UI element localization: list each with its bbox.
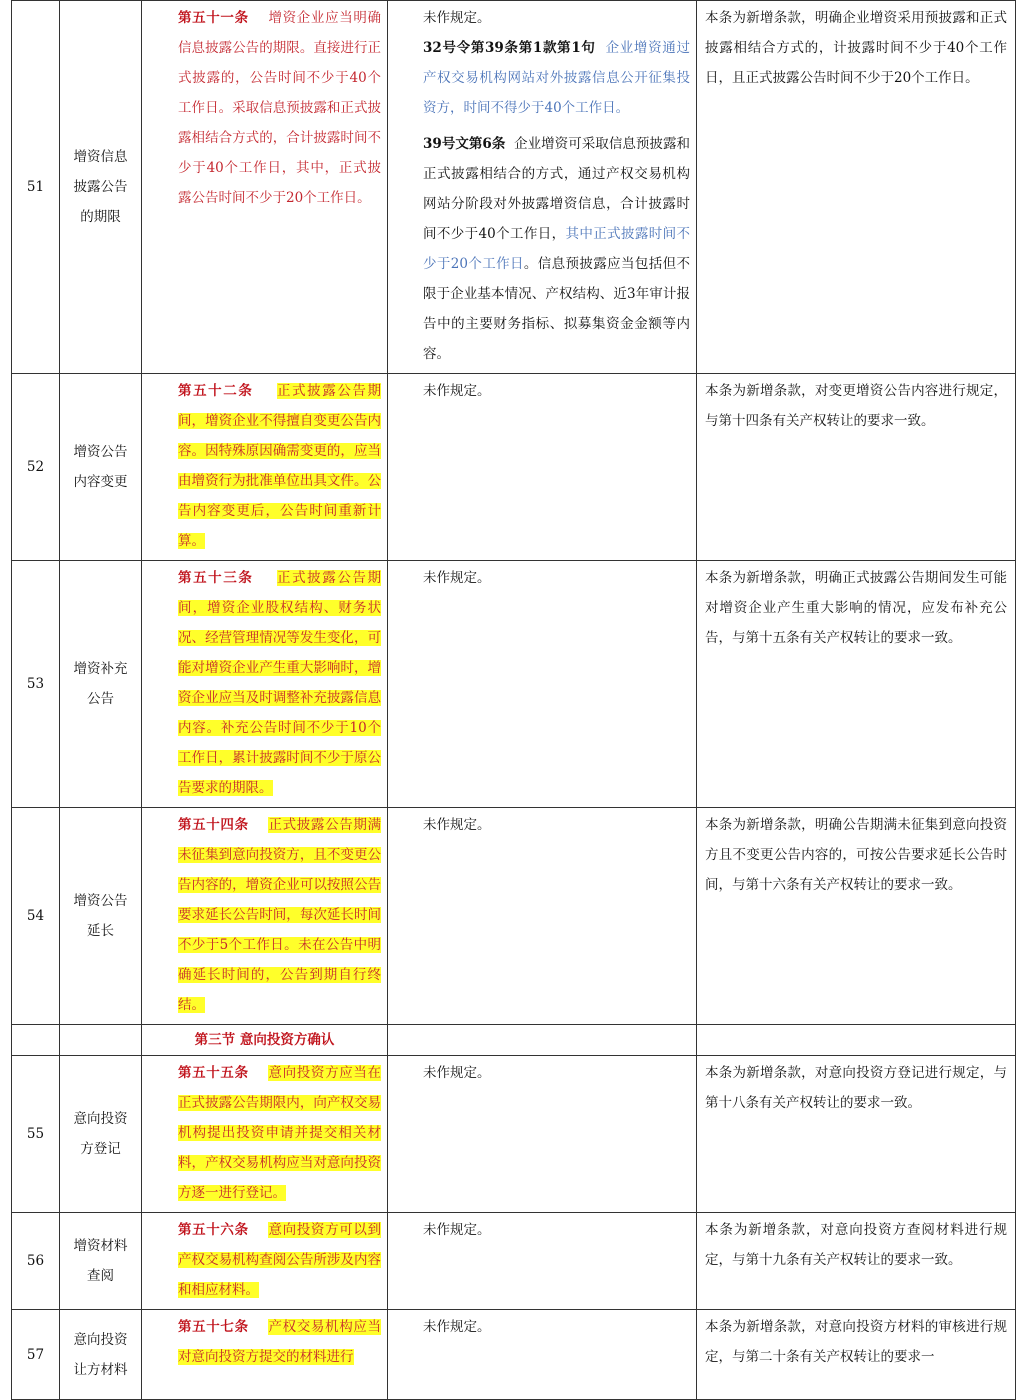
explanation: 本条为新增条款，对意向投资方材料的审核进行规定，与第二十条有关产权转让的要求一	[697, 1310, 1016, 1400]
old-none: 未作规定。	[423, 570, 491, 586]
article-text: 正式披露公告期间，增资企业不得擅自变更公告内容。因特殊原因确需变更的，应当由增资行为批准单位出具文件。公告内容变更后，公告时间重新计算。	[178, 383, 382, 549]
old-provision	[388, 1213, 697, 1310]
article-number: 第五十五条	[178, 1065, 249, 1081]
article-text: 正式披露公告期间，增资企业股权结构、财务状况、经营管理情况等发生变化，可能对增资企业产生重大影响时，增资企业应当及时调整补充披露信息内容。补充公告时间不少于10个工作日，累计披露时间不少于原公告要求的期限。	[178, 570, 382, 796]
old-none: 未作规定。	[423, 817, 491, 833]
section-row	[12, 1025, 1016, 1056]
old-provision	[388, 374, 697, 561]
explanation: 本条为新增条款，明确企业增资采用预披露和正式披露相结合方式的，计披露时间不少于40个工作日，且正式披露公告时间不少于20个工作日。	[697, 1, 1016, 374]
article-number: 第五十三条	[178, 570, 254, 586]
new-provision	[142, 1056, 388, 1213]
row-number: 57	[12, 1310, 60, 1400]
article-text: 正式披露公告期满未征集到意向投资方，且不变更公告内容的，增资企业可以按照公告要求延长公告时间，每次延长时间不少于5个工作日。未在公告中明确延长时间的，公告到期自行终结。	[178, 817, 382, 1013]
row-topic: 意向投资方登记	[60, 1056, 142, 1213]
old-ref-32: 32号令第39条第1款第1句	[423, 40, 596, 56]
table-row	[12, 374, 1016, 561]
old-text-32: 企业增资通过产权交易机构网站对外披露信息公开征集投资方，时间不得少于40个工作日。	[423, 40, 690, 116]
old-text-39b: 其中正式披露时间不少于20个工作日	[423, 226, 690, 272]
row-topic: 意向投资让方材料	[60, 1310, 142, 1400]
old-none: 未作规定。	[423, 383, 491, 399]
table-row	[12, 1056, 1016, 1213]
row-number: 52	[12, 374, 60, 561]
new-provision	[142, 374, 388, 561]
explanation: 本条为新增条款，对意向投资方登记进行规定，与第十八条有关产权转让的要求一致。	[697, 1056, 1016, 1213]
old-ref-39: 39号文第6条	[423, 136, 506, 152]
row-number: 51	[12, 1, 60, 374]
old-provision	[388, 1, 697, 374]
table-row	[12, 561, 1016, 808]
old-provision	[388, 561, 697, 808]
comparison-table	[11, 0, 1016, 1400]
article-text: 增资企业应当明确信息披露公告的期限。直接进行正式披露的，公告时间不少于40个工作日。采取信息预披露和正式披露相结合方式的，合计披露时间不少于40个工作日，其中，正式披露公告时间不少于20个工作日。	[178, 10, 382, 206]
old-none: 未作规定。	[423, 1065, 491, 1081]
old-provision	[388, 1056, 697, 1213]
article-number: 第五十七条	[178, 1319, 249, 1335]
article-number: 第五十二条	[178, 383, 254, 399]
old-provision	[388, 1310, 697, 1400]
old-text-39a: 企业增资可采取信息预披露和正式披露相结合的方式，通过产权交易机构网站分阶段对外披露增资信息，合计披露时间不少于40个工作日，	[423, 136, 690, 242]
new-provision	[142, 1213, 388, 1310]
table-row	[12, 1, 1016, 374]
article-text: 产权交易机构应当对意向投资方提交的材料进行	[178, 1319, 382, 1365]
explanation: 本条为新增条款，明确正式披露公告期间发生可能对增资企业产生重大影响的情况，应发布补充公告，与第十五条有关产权转让的要求一致。	[697, 561, 1016, 808]
row-topic: 增资公告内容变更	[60, 374, 142, 561]
old-none: 未作规定。	[423, 10, 491, 26]
section-title: 第三节 意向投资方确认	[142, 1025, 388, 1056]
explanation: 本条为新增条款，对意向投资方查阅材料进行规定，与第十九条有关产权转让的要求一致。	[697, 1213, 1016, 1310]
new-provision	[142, 1, 388, 374]
row-number: 56	[12, 1213, 60, 1310]
new-provision	[142, 561, 388, 808]
row-topic: 增资信息披露公告的期限	[60, 1, 142, 374]
table-row	[12, 808, 1016, 1025]
article-number: 第五十四条	[178, 817, 249, 833]
table-row	[12, 1213, 1016, 1310]
row-topic: 增资补充公告	[60, 561, 142, 808]
old-provision	[388, 808, 697, 1025]
row-number: 54	[12, 808, 60, 1025]
row-topic: 增资公告延长	[60, 808, 142, 1025]
old-none: 未作规定。	[423, 1222, 491, 1238]
old-text-39c: 。信息预披露应当包括但不限于企业基本情况、产权结构、近3年审计报告中的主要财务指标、拟募集资金金额等内容。	[423, 256, 690, 362]
article-text: 意向投资方可以到产权交易机构查阅公告所涉及内容和相应材料。	[178, 1222, 382, 1298]
article-number: 第五十六条	[178, 1222, 249, 1238]
row-topic: 增资材料查阅	[60, 1213, 142, 1310]
row-number: 53	[12, 561, 60, 808]
new-provision	[142, 808, 388, 1025]
explanation: 本条为新增条款，对变更增资公告内容进行规定，与第十四条有关产权转让的要求一致。	[697, 374, 1016, 561]
explanation: 本条为新增条款，明确公告期满未征集到意向投资方且不变更公告内容的，可按公告要求延长公告时间，与第十六条有关产权转让的要求一致。	[697, 808, 1016, 1025]
table-row	[12, 1310, 1016, 1400]
row-number: 55	[12, 1056, 60, 1213]
old-none: 未作规定。	[423, 1319, 491, 1335]
article-text: 意向投资方应当在正式披露公告期限内，向产权交易机构提出投资申请并提交相关材料，产权交易机构应当对意向投资方逐一进行登记。	[178, 1065, 382, 1201]
article-number: 第五十一条	[178, 10, 249, 26]
new-provision	[142, 1310, 388, 1400]
